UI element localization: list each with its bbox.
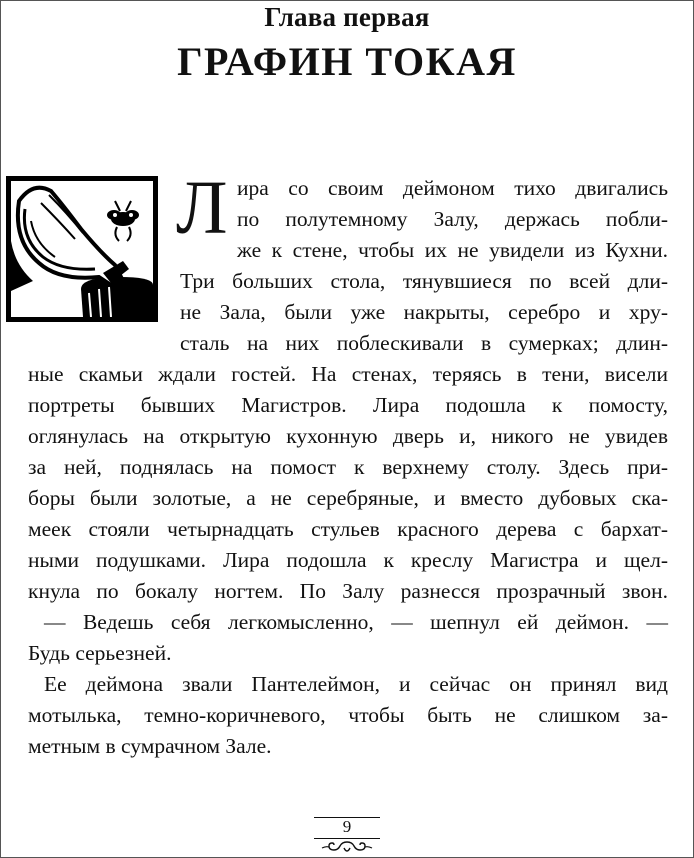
text-line: не Зала, были уже накрыты, серебро и хру- — [180, 300, 668, 324]
decanter-icon — [11, 181, 153, 317]
text-line: портреты бывших Магистров. Лира подошла к помосту, — [28, 393, 668, 417]
page-number: 9 — [342, 817, 352, 836]
text-line: за ней, поднялась на помост к верхнему столу. Здесь при- — [28, 455, 668, 479]
text-line: оглянулась на открытую кухонную дверь и, никого не увидев — [28, 424, 668, 448]
text-line: боры были золотые, а не серебряные, и вместо дубовых ска- — [28, 486, 668, 510]
text-line: — Ведешь себя легкомысленно, — шепнул ей деймон. — — [44, 610, 668, 634]
text-line: меек стояли четырнадцать стульев красного дерева с бархат- — [28, 517, 668, 541]
scroll-ornament-icon — [318, 840, 376, 856]
text-line: Три больших стола, тянувшиеся по всей дли- — [180, 269, 668, 293]
drop-cap: Л — [176, 166, 228, 250]
text-line: по полутемному Залу, держась побли- — [237, 207, 668, 231]
text-line: же к стене, чтобы их не увидели из Кухни. — [237, 238, 668, 262]
text-line: ными подушками. Лира подошла к креслу Магистра и щел- — [28, 548, 668, 572]
footer-rule-bottom — [314, 838, 380, 839]
text-line: ира со своим деймоном тихо двигались — [237, 176, 668, 200]
text-line: Ее деймона звали Пантелеймон, и сейчас он принял вид — [44, 672, 668, 696]
text-line: Будь серьезней. — [28, 641, 172, 665]
text-line: ные скамьи ждали гостей. На стенах, теряясь в тени, висели — [28, 362, 668, 386]
text-line: мотылька, темно-коричневого, чтобы быть не слишком за- — [28, 703, 668, 727]
chapter-title: ГРАФИН ТОКАЯ — [177, 39, 517, 84]
text-line: сталь на них поблескивали в сумерках; длин- — [180, 331, 668, 355]
chapter-illustration — [6, 176, 158, 322]
text-line: метным в сумрачном Зале. — [28, 734, 272, 758]
chapter-label: Глава первая — [264, 2, 430, 32]
text-line: кнула по бокалу ногтем. По Залу разнесся прозрачный звон. — [28, 579, 668, 603]
